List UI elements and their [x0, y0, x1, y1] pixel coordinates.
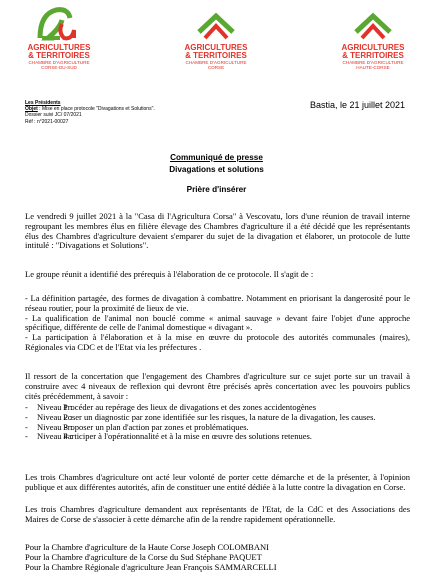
chevron-emblem-icon — [191, 4, 241, 44]
logo-title: AGRICULTURES — [184, 43, 248, 52]
reference-line: Réf : n°2021-00027 — [25, 118, 69, 125]
document-title: Divagations et solutions — [169, 165, 264, 174]
logo-region: CORSE-DU-SUD — [41, 65, 77, 70]
logo-chambre-haute-corse — [318, 4, 428, 70]
paragraph-prerequisites: Le groupe réunit a identifié des prérequis à l'élaboration de ce protocole. Il s'agit de : — [25, 269, 314, 279]
logo-org: CHAMBRE D'AGRICULTURE — [28, 60, 90, 65]
sender: Les Présidents — [25, 100, 61, 106]
paragraph-commitment: Les trois Chambres d'agriculture ont acté leur volonté de porter cette démarche et de la présenter, à l'opinion publique et aux différentes autorités, afin de constituer une entité dédiée à la lutte contre la divagation en Corse. — [25, 472, 410, 492]
logo-subtitle: & TERRITOIRES — [342, 51, 404, 60]
logo-subtitle: & TERRITOIRES — [185, 51, 247, 60]
subject-text: : Mise en place protocole "Divagations et Solutions". — [37, 106, 155, 113]
dossier-line: Dossier suivi JC/ 07/2021 — [25, 112, 82, 119]
paragraph-intro: Le vendredi 9 juillet 2021 à la "Casa di l'Agricultura Corsa" à Vescovatu, lors d'une réunion de travail interne regroupant les membres élus en filière élevage des Chambres d'agriculture il a été décidé que les représentants élus des Chambres d'agriculture devaient s'emparer du sujet de la divagation et élaborer, un protocole de lutte intitulé : "Divagations et Solutions". — [25, 211, 410, 251]
logo-chambre-corse-du-sud — [4, 4, 114, 70]
levels-list — [25, 403, 410, 442]
letter-date: Bastia, le 21 juillet 2021 — [309, 100, 405, 110]
list-item: - Niveau 4 : Participer à l'opérationnalité et à la mise en œuvre des solutions retenues. — [25, 431, 312, 442]
signature-line: Pour la Chambre Régionale d'agriculture Jean François SAMMARCELLI — [25, 562, 277, 572]
subject-label: Objet — [25, 106, 38, 113]
logo-region: CORSE — [207, 65, 225, 70]
signature-line: Pour la Chambre d'agriculture de la Haute Corse Joseph COLOMBANI — [25, 542, 269, 552]
prerequisites-list — [25, 294, 410, 353]
letter-2a-emblem-icon — [34, 4, 84, 44]
list-item: - La définition partagée, des formes de divagation à combattre. Notamment en priorisant la dangerosité pour le réseau routier, pour la proximité de lieux de vie. — [25, 293, 410, 313]
press-release-heading: Communiqué de presse — [170, 153, 263, 162]
logo-org: CHAMBRE D'AGRICULTURE — [185, 60, 247, 65]
logo-title: AGRICULTURES — [27, 43, 91, 52]
list-item: - La qualification de l'animal non bouclé comme « animal sauvage » devant faire l'objet d'une approche spécifique, différente de celle de l'animal domestique « divagant ». — [25, 312, 410, 333]
logo-region: HAUTE-CORSE — [356, 65, 390, 70]
logo-title: AGRICULTURES — [341, 43, 405, 52]
list-item: - Niveau 3 : Proposer un plan d'action par zones et problématiques. — [25, 421, 249, 432]
logo-subtitle: & TERRITOIRES — [28, 51, 90, 60]
logo-chambre-corse — [161, 4, 271, 70]
insert-request-heading: Prière d'insérer — [186, 185, 247, 194]
list-item: - Niveau 1 : Procéder au repérage des lieux de divagations et des zones accidentogènes — [25, 402, 317, 412]
signature-line: Pour la Chambre d'agriculture de la Corse du Sud Stéphane PAQUET — [25, 552, 262, 562]
paragraph-request: Les trois Chambres d'agriculture demandent aux représentants de l'Etat, de la CdC et des Associations des Maires de Corse de s'associer à cette démarche afin de la rendre rapidement opérationnelle. — [25, 504, 410, 524]
letter-meta — [25, 100, 155, 125]
chevron-emblem-icon — [348, 4, 398, 44]
logo-org: CHAMBRE D'AGRICULTURE — [342, 60, 404, 65]
list-item: - Niveau 2 : Poser un diagnostic par zone identifiée sur les risques, la nature de la divagation, les causes. — [25, 411, 376, 422]
list-item: - La participation à l'élaboration et à la mise en œuvre du protocole des autorités communales (maires), Régionales via CDC et de l'Etat via les préfectures . — [25, 332, 410, 352]
paragraph-concertation: Il ressort de la concertation que l'engagement des Chambres d'agriculture sur ce sujet porte sur un travail à construire avec 4 niveaux de reflexion qui devront être précisés après concertation avec les pouvoirs publics cités précédemment, à savoir : — [25, 371, 410, 401]
